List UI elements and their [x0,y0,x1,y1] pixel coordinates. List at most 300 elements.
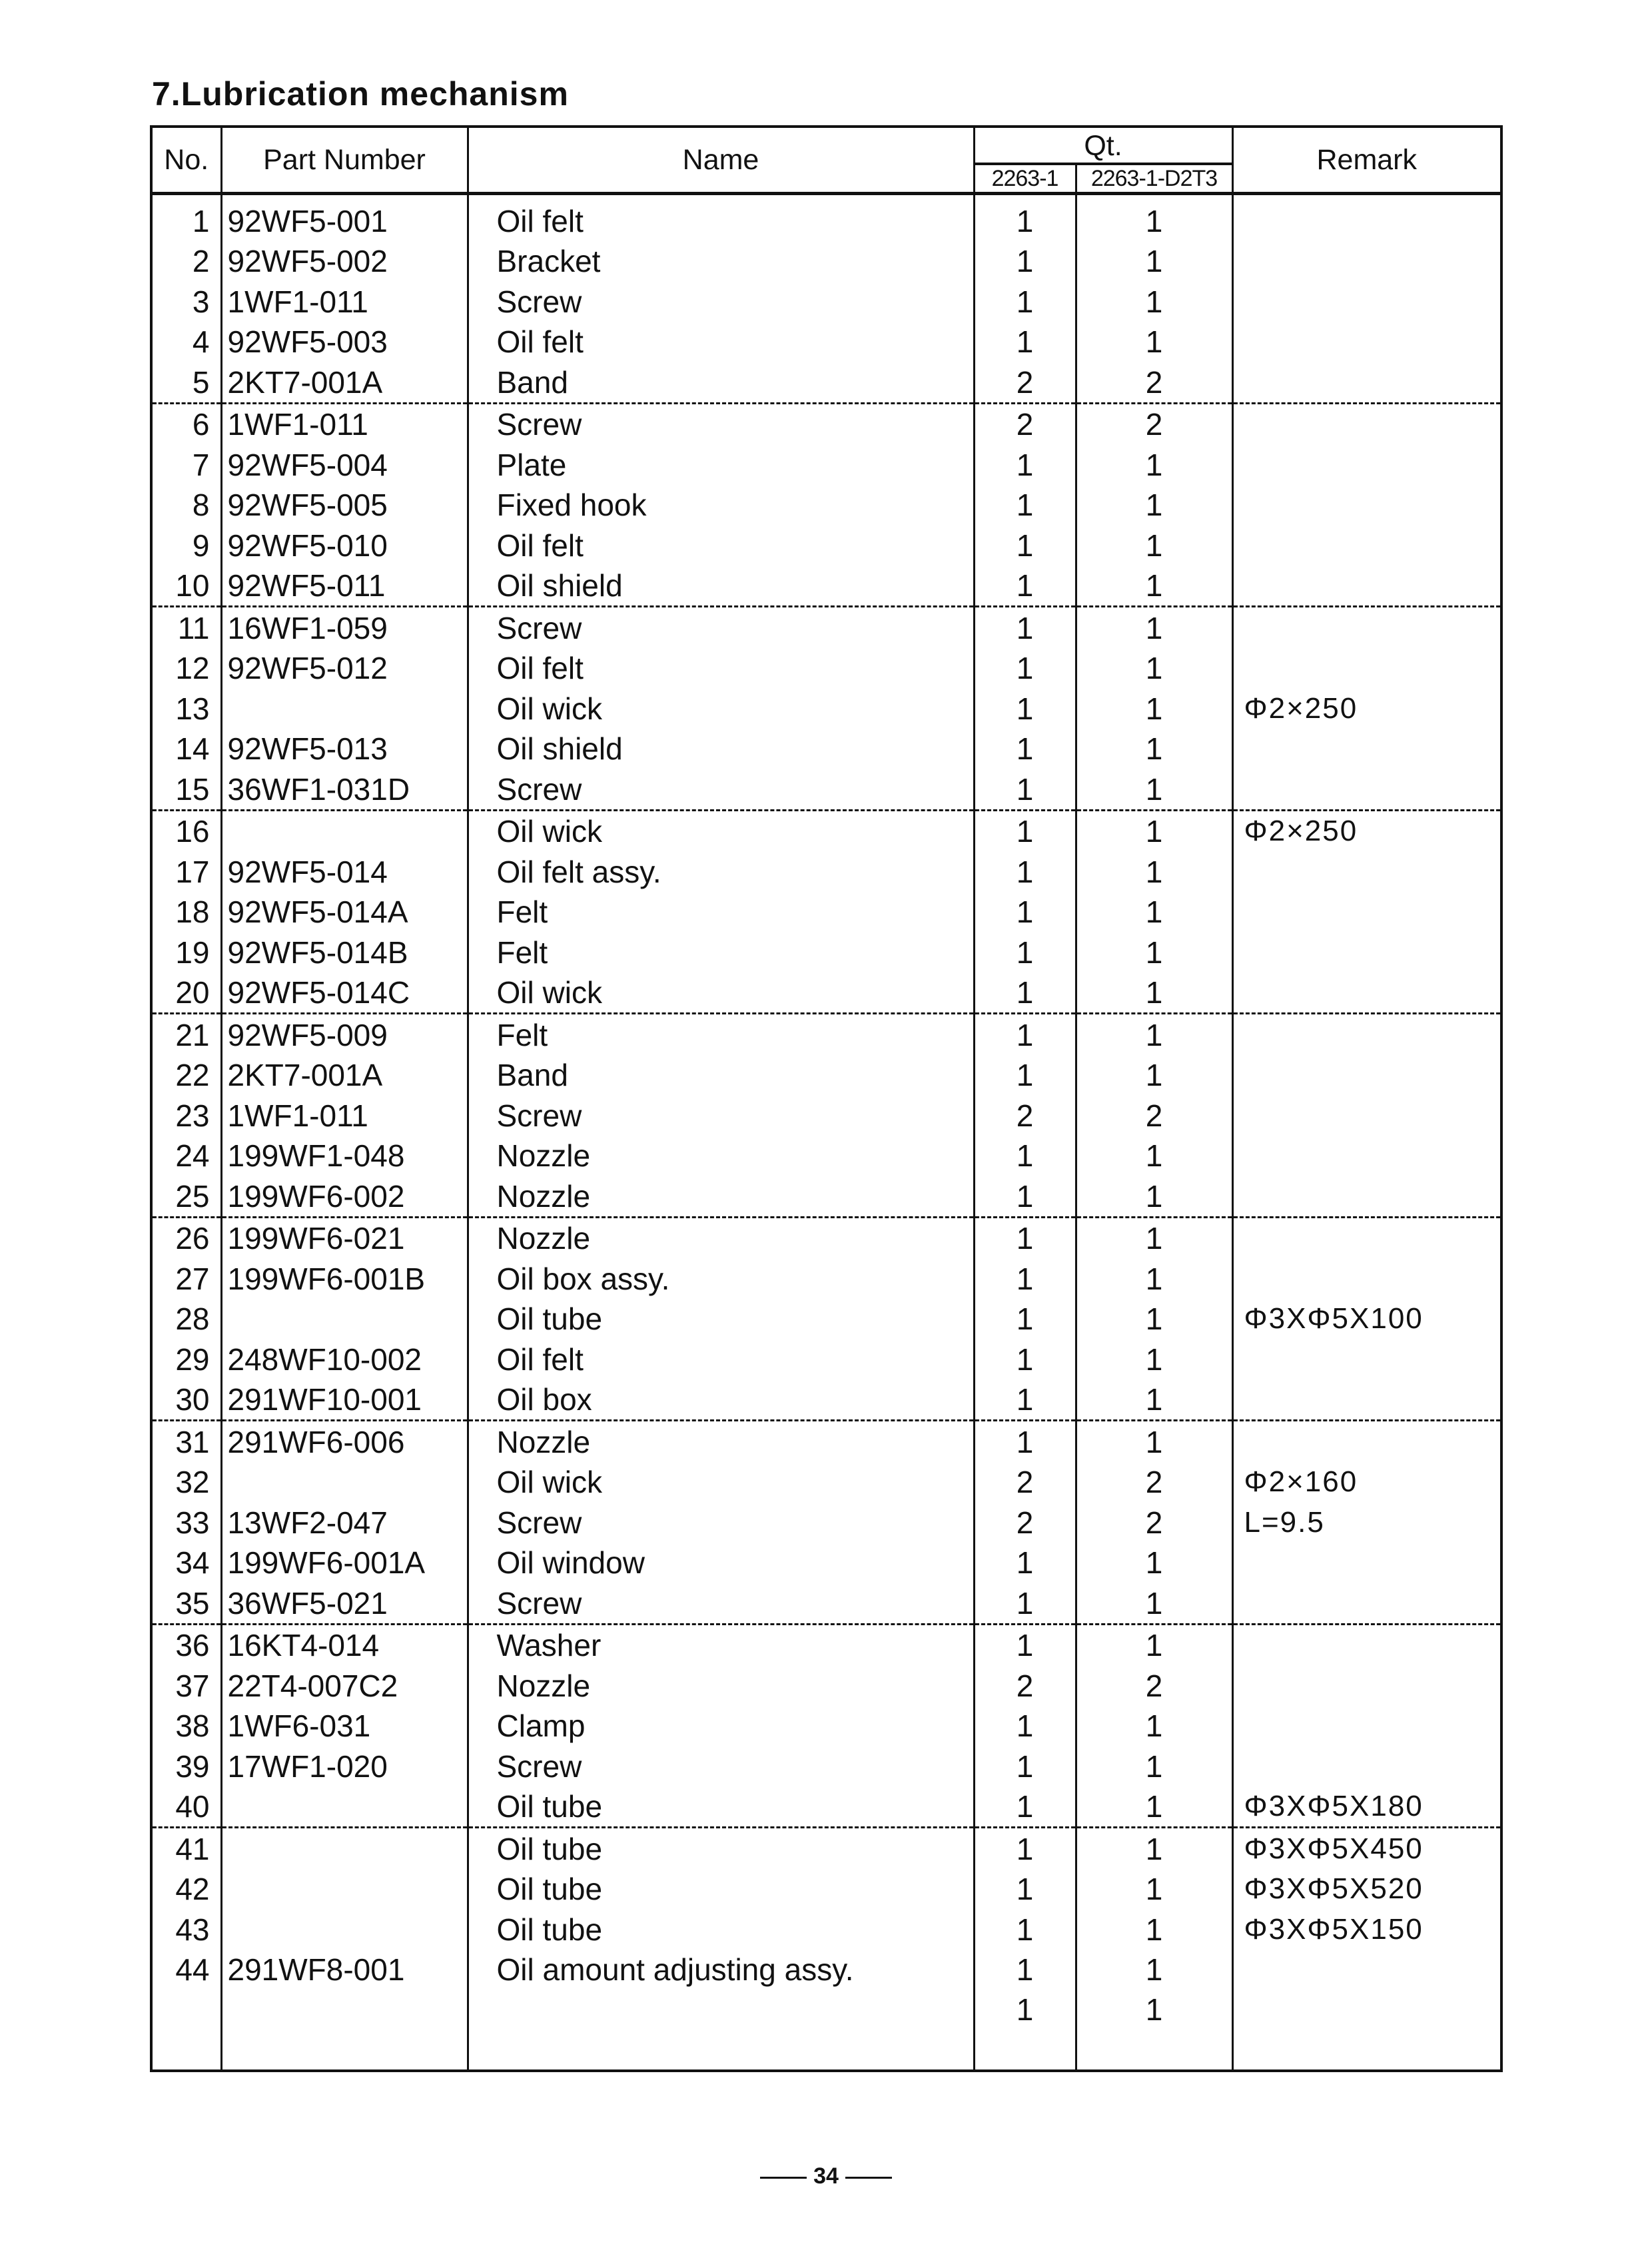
cell-no-text: 3 [192,284,210,319]
table-row [151,1543,1501,1583]
cell-part-number [221,810,468,851]
cell-name [468,1909,974,1950]
cell-qty-model-2 [1076,281,1232,322]
cell-part-number [221,1869,468,1910]
cell-remark-text: Φ2×250 [1244,815,1358,847]
cell-no [151,1055,221,1096]
cell-no [151,1258,221,1299]
cell-qty-model-1-text: 1 [1016,1912,1034,1947]
cell-no-text: 4 [192,324,210,359]
cell-qty-model-2 [1076,810,1232,851]
cell-qty-model-1-text: 2 [1016,1465,1034,1499]
cell-part-number [221,1543,468,1583]
cell-qty-model-1-text: 1 [1016,771,1034,807]
cell-qty-model-1-text: 1 [1016,814,1034,849]
cell-qty-model-1 [974,362,1076,403]
cell-part-number [221,769,468,810]
cell-remark [1232,1665,1501,1706]
cell-name-text: Oil amount adjusting assy. [496,1952,854,1987]
cell-name [468,281,974,322]
cell-qty-model-1 [974,851,1076,892]
cell-part-number [221,194,468,241]
cell-remark [1232,1583,1501,1624]
cell-remark [1232,1706,1501,1746]
cell-qty-model-1-text: 1 [1016,1628,1034,1663]
cell-qty-model-1-text: 1 [1016,975,1034,1010]
table-row [151,932,1501,972]
cell-qty-model-1-text: 1 [1016,447,1034,482]
cell-remark [1232,729,1501,769]
cell-qty-model-1 [974,1502,1076,1543]
cell-qty-model-2-text: 1 [1145,610,1163,645]
header-remark: Remark [1232,127,1501,194]
cell-no [151,322,221,362]
cell-no [151,1339,221,1379]
cell-no-text: 42 [175,1872,210,1906]
cell-qty-model-2 [1076,1339,1232,1379]
cell-part-number [221,403,468,444]
cell-extra-qty-model-1 [974,1990,1076,2071]
cell-qty-model-2 [1076,322,1232,362]
cell-name [468,1665,974,1706]
cell-qty-model-1-text: 1 [1016,488,1034,522]
cell-qty-model-2-text: 2 [1145,1465,1163,1499]
cell-name-text: Oil shield [496,568,623,603]
cell-qty-model-1 [974,1379,1076,1421]
cell-qty-model-2-text: 1 [1145,814,1163,849]
cell-remark-text: L=9.5 [1244,1505,1325,1539]
cell-no [151,1869,221,1910]
cell-qty-model-1 [974,1176,1076,1217]
cell-part-number [221,1624,468,1665]
cell-name-text: Screw [496,284,582,319]
cell-no [151,525,221,565]
table-row [151,485,1501,526]
cell-remark [1232,1421,1501,1462]
cell-qty-model-1-text: 1 [1016,1708,1034,1743]
cell-no-text: 28 [175,1302,210,1336]
cell-qty-model-2 [1076,1014,1232,1055]
cell-part-number-text: 36WF5-021 [227,1585,388,1621]
cell-no-text: 7 [192,447,210,482]
cell-qty-model-1-text: 1 [1016,1748,1034,1784]
table-row [151,1379,1501,1421]
cell-name-text: Oil box assy. [496,1261,670,1296]
header-name: Name [468,127,974,194]
cell-part-number-text: 92WF5-014 [227,854,388,889]
cell-qty-model-1-text: 1 [1016,568,1034,603]
cell-part-number [221,485,468,526]
cell-no [151,648,221,689]
extra-qty-text: 1 [1145,1992,1163,2027]
cell-no-text: 21 [175,1017,210,1052]
cell-name-text: Oil window [496,1545,645,1580]
cell-part-number [221,525,468,565]
cell-remark [1232,892,1501,933]
cell-name-text: Nozzle [496,1178,591,1214]
cell-name-text: Oil wick [496,975,602,1010]
cell-remark-text: Φ3XΦ5X520 [1244,1872,1424,1905]
cell-qty-model-2 [1076,1583,1232,1624]
cell-no [151,241,221,282]
table-row [151,525,1501,565]
table-row [151,1462,1501,1503]
cell-part-number-text: 291WF8-001 [227,1952,405,1987]
table-row [151,1136,1501,1176]
cell-qty-model-2 [1076,1379,1232,1421]
cell-remark [1232,1786,1501,1828]
cell-qty-model-2 [1076,851,1232,892]
cell-no-text: 2 [192,244,210,278]
cell-qty-model-1 [974,322,1076,362]
cell-qty-model-2 [1076,194,1232,241]
cell-qty-model-1 [974,972,1076,1014]
cell-qty-model-1-text: 2 [1016,1505,1034,1540]
cell-remark [1232,1502,1501,1543]
cell-part-number-text: 36WF1-031D [227,771,410,807]
cell-remark [1232,1176,1501,1217]
cell-part-number [221,1909,468,1950]
cell-part-number [221,892,468,933]
cell-name-text: Band [496,1058,568,1092]
cell-qty-model-2-text: 1 [1145,651,1163,685]
cell-name [468,403,974,444]
cell-qty-model-1-text: 1 [1016,1952,1034,1987]
cell-remark [1232,810,1501,851]
cell-name-text: Oil tube [496,1831,603,1866]
cell-qty-model-2 [1076,1746,1232,1786]
cell-no [151,362,221,403]
cell-qty-model-2 [1076,444,1232,485]
cell-qty-model-1-text: 1 [1016,1261,1034,1296]
cell-no-text: 10 [175,568,210,603]
cell-name-text: Nozzle [496,1221,591,1256]
table-row [151,688,1501,729]
cell-qty-model-1 [974,485,1076,526]
header-part-number: Part Number [221,127,468,194]
parts-table-body [151,194,1501,2071]
cell-remark [1232,1339,1501,1379]
cell-part-number [221,1379,468,1421]
cell-part-number-text: 291WF10-001 [227,1382,422,1417]
cell-qty-model-2 [1076,1095,1232,1136]
cell-qty-model-2-text: 1 [1145,1952,1163,1987]
cell-part-number-text: 16KT4-014 [227,1628,380,1663]
cell-qty-model-1-text: 2 [1016,407,1034,442]
cell-part-number [221,648,468,689]
cell-qty-model-1 [974,688,1076,729]
table-row [151,1706,1501,1746]
cell-no [151,1217,221,1258]
cell-part-number [221,1950,468,1990]
cell-name [468,362,974,403]
cell-qty-model-1-text: 1 [1016,1831,1034,1866]
cell-qty-model-1-text: 1 [1016,934,1034,970]
cell-remark-text: Φ2×160 [1244,1465,1358,1498]
cell-no [151,607,221,648]
cell-name-text: Oil wick [496,1465,602,1499]
cell-remark-text: Φ3XΦ5X150 [1244,1912,1424,1946]
cell-part-number [221,1502,468,1543]
cell-qty-model-1 [974,810,1076,851]
table-row [151,1950,1501,1990]
cell-qty-model-2-text: 1 [1145,691,1163,726]
cell-part-number [221,565,468,607]
cell-part-number [221,1665,468,1706]
cell-name [468,1258,974,1299]
cell-name-text: Oil shield [496,731,623,766]
cell-remark [1232,362,1501,403]
cell-qty-model-2-text: 1 [1145,1912,1163,1947]
cell-qty-model-2-text: 1 [1145,854,1163,889]
cell-qty-model-1-text: 1 [1016,895,1034,929]
cell-name [468,688,974,729]
cell-qty-model-1-text: 1 [1016,528,1034,563]
cell-name-text: Nozzle [496,1424,591,1459]
cell-qty-model-2-text: 1 [1145,528,1163,563]
table-row [151,892,1501,933]
cell-no [151,403,221,444]
cell-name-text: Felt [496,1017,548,1052]
header-qt: Qt. [974,127,1232,164]
cell-name-text: Band [496,364,568,400]
cell-name [468,1379,974,1421]
header-no: No. [151,127,221,194]
cell-qty-model-1-text: 1 [1016,203,1034,238]
cell-no [151,1379,221,1421]
cell-part-number [221,322,468,362]
cell-name [468,322,974,362]
cell-qty-model-1 [974,1014,1076,1055]
cell-name [468,1136,974,1176]
cell-qty-model-1 [974,932,1076,972]
cell-qty-model-1-text: 1 [1016,1138,1034,1173]
cell-no-text: 17 [175,854,210,889]
cell-remark [1232,851,1501,892]
cell-no [151,1176,221,1217]
table-row [151,1176,1501,1217]
cell-qty-model-2 [1076,892,1232,933]
cell-part-number-text: 92WF5-014A [227,895,408,929]
table-row [151,648,1501,689]
cell-no-text: 30 [175,1382,210,1417]
cell-name [468,972,974,1014]
cell-name-text: Screw [496,1505,582,1540]
cell-qty-model-1 [974,403,1076,444]
cell-remark [1232,1299,1501,1339]
cell-no [151,851,221,892]
cell-qty-model-1 [974,1136,1076,1176]
cell-empty [468,1990,974,2071]
cell-no [151,1746,221,1786]
cell-name-text: Screw [496,771,582,807]
table-row [151,1786,1501,1828]
cell-qty-model-1 [974,1583,1076,1624]
cell-no-text: 35 [175,1585,210,1621]
cell-qty-model-2 [1076,1909,1232,1950]
cell-remark [1232,972,1501,1014]
cell-qty-model-2-text: 1 [1145,1872,1163,1906]
cell-qty-model-2-text: 1 [1145,1138,1163,1173]
cell-qty-model-1-text: 1 [1016,244,1034,278]
cell-no [151,1095,221,1136]
cell-no [151,1421,221,1462]
cell-remark [1232,1014,1501,1055]
cell-qty-model-2 [1076,1869,1232,1910]
cell-qty-model-1 [974,1055,1076,1096]
cell-part-number [221,729,468,769]
cell-qty-model-2-text: 2 [1145,1098,1163,1133]
cell-part-number-text: 92WF5-012 [227,651,388,685]
cell-no [151,565,221,607]
table-row [151,729,1501,769]
cell-part-number [221,1746,468,1786]
cell-qty-model-2-text: 1 [1145,895,1163,929]
cell-qty-model-1 [974,1950,1076,1990]
cell-part-number [221,1828,468,1869]
cell-qty-model-1 [974,281,1076,322]
cell-remark [1232,1136,1501,1176]
header-qt-model-2: 2263-1-D2T3 [1076,164,1232,194]
cell-part-number [221,444,468,485]
cell-qty-model-2 [1076,485,1232,526]
cell-qty-model-2 [1076,1950,1232,1990]
cell-part-number-text: 92WF5-005 [227,488,388,522]
cell-qty-model-1 [974,1543,1076,1583]
cell-part-number-text: 92WF5-009 [227,1017,388,1052]
cell-qty-model-1 [974,1217,1076,1258]
cell-part-number-text: 92WF5-011 [227,568,386,603]
cell-no-text: 34 [175,1545,210,1580]
cell-name-text: Plate [496,447,567,482]
cell-remark [1232,1379,1501,1421]
cell-name-text: Fixed hook [496,488,647,522]
cell-qty-model-1-text: 1 [1016,1341,1034,1377]
cell-qty-model-2-text: 1 [1145,284,1163,319]
cell-no [151,1828,221,1869]
cell-no [151,194,221,241]
cell-name [468,769,974,810]
table-row [151,1665,1501,1706]
cell-part-number-text: 92WF5-014B [227,934,408,970]
cell-no-text: 33 [175,1505,210,1540]
cell-qty-model-2-text: 2 [1145,407,1163,442]
cell-qty-model-2-text: 1 [1145,731,1163,766]
cell-qty-model-1-text: 1 [1016,324,1034,359]
cell-no [151,444,221,485]
cell-qty-model-1 [974,565,1076,607]
cell-qty-model-2 [1076,1258,1232,1299]
cell-qty-model-2-text: 1 [1145,324,1163,359]
cell-remark-text: Φ2×250 [1244,691,1358,725]
cell-name [468,1543,974,1583]
cell-part-number-text: 1WF1-011 [227,407,368,442]
cell-qty-model-2 [1076,1786,1232,1828]
header-qt-model-1: 2263-1 [974,164,1076,194]
footer-dash-right [845,2177,892,2179]
page-footer [0,2163,1652,2189]
cell-qty-model-2 [1076,241,1232,282]
cell-no [151,688,221,729]
cell-remark [1232,1909,1501,1950]
cell-name-text: Oil felt [496,324,584,359]
cell-part-number-text: 1WF1-011 [227,1098,368,1133]
cell-qty-model-1-text: 2 [1016,364,1034,400]
cell-qty-model-1 [974,1665,1076,1706]
cell-part-number [221,1055,468,1096]
cell-qty-model-2 [1076,972,1232,1014]
cell-qty-model-2-text: 1 [1145,771,1163,807]
cell-qty-model-2-text: 2 [1145,364,1163,400]
cell-no-text: 36 [175,1628,210,1663]
cell-name-text: Oil felt [496,651,584,685]
cell-no [151,1786,221,1828]
cell-remark [1232,769,1501,810]
cell-qty-model-2 [1076,1217,1232,1258]
cell-part-number [221,241,468,282]
table-row [151,1258,1501,1299]
cell-empty [221,1990,468,2071]
cell-name [468,525,974,565]
cell-name [468,932,974,972]
cell-qty-model-1-text: 1 [1016,284,1034,319]
cell-name-text: Washer [496,1628,602,1663]
cell-qty-model-2 [1076,648,1232,689]
cell-qty-model-1 [974,607,1076,648]
cell-remark [1232,565,1501,607]
cell-no [151,485,221,526]
cell-qty-model-2 [1076,729,1232,769]
cell-part-number-text: 199WF6-002 [227,1178,405,1214]
table-row [151,565,1501,607]
cell-qty-model-2-text: 1 [1145,1058,1163,1092]
cell-qty-model-2 [1076,525,1232,565]
cell-remark [1232,1258,1501,1299]
cell-empty [151,1990,221,2071]
cell-name-text: Oil tube [496,1872,603,1906]
table-row [151,1095,1501,1136]
cell-no [151,1462,221,1503]
cell-part-number-text: 16WF1-059 [227,610,388,645]
table-row [151,1014,1501,1055]
cell-part-number-text: 92WF5-014C [227,975,410,1010]
cell-qty-model-1 [974,1869,1076,1910]
cell-name-text: Oil tube [496,1302,603,1336]
cell-remark [1232,444,1501,485]
cell-part-number-text: 92WF5-003 [227,324,388,359]
cell-qty-model-1-text: 1 [1016,1424,1034,1459]
cell-name [468,607,974,648]
cell-name [468,565,974,607]
cell-qty-model-1 [974,1624,1076,1665]
cell-part-number-text: 92WF5-002 [227,244,388,278]
cell-qty-model-2-text: 1 [1145,1748,1163,1784]
cell-remark [1232,403,1501,444]
cell-name-text: Clamp [496,1708,586,1743]
cell-name [468,1950,974,1990]
cell-name [468,1176,974,1217]
cell-no-text: 43 [175,1912,210,1947]
cell-no [151,810,221,851]
cell-part-number-text: 199WF1-048 [227,1138,405,1173]
cell-qty-model-1 [974,525,1076,565]
cell-no [151,281,221,322]
cell-qty-model-1-text: 1 [1016,1545,1034,1580]
cell-part-number [221,281,468,322]
cell-no-text: 6 [192,407,210,442]
cell-qty-model-1 [974,769,1076,810]
cell-no [151,1665,221,1706]
